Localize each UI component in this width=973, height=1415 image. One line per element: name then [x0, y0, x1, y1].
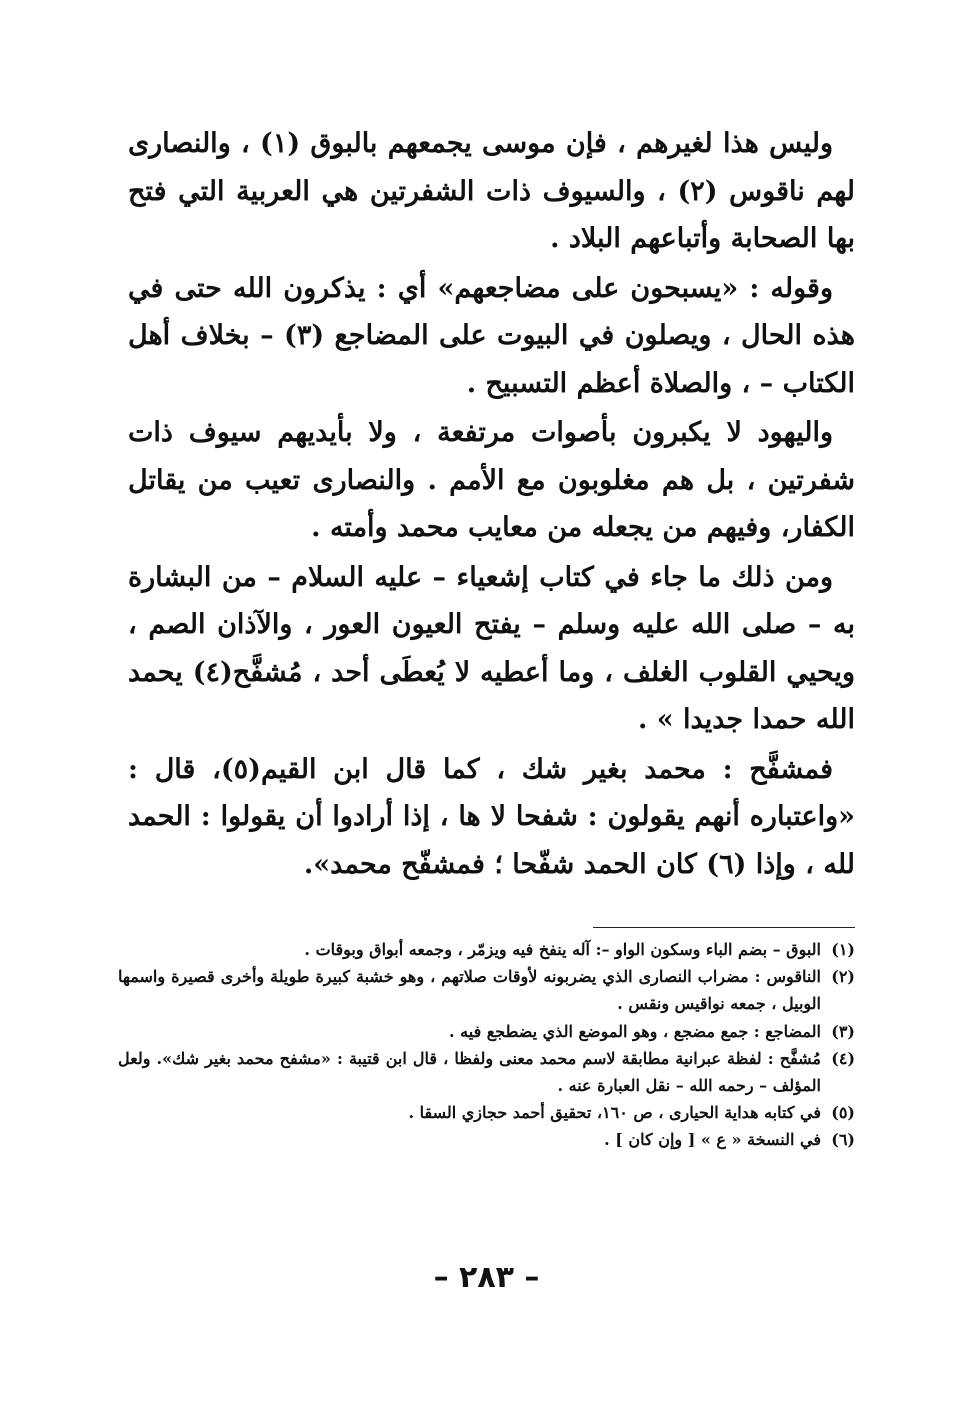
footnote-text: في النسخة « ع » [ وإن كان ] . — [604, 1130, 821, 1150]
footnote-text: الناقوس : مضراب النصارى الذي يضربونه لأوقات صلاتهم ، وهو خشبة كبيرة طويلة وأخرى قصيرة واسمها الوبيل ، جمعه نواقيس ونقس . — [118, 967, 821, 1014]
footnote-number: (٤) — [831, 1048, 856, 1068]
footnote-number: (٣) — [831, 1021, 855, 1041]
footnote-number: (٥) — [831, 1103, 855, 1123]
footnote — [118, 1045, 855, 1099]
main-text — [128, 120, 855, 888]
footnote-number: (٢) — [831, 967, 855, 987]
footnote-text: في كتابه هداية الحيارى ، ص ١٦٠، تحقيق أحمد حجازي السقا . — [408, 1103, 821, 1123]
footnote — [118, 936, 855, 963]
footnote — [118, 1018, 855, 1045]
footnote-separator — [593, 927, 855, 928]
paragraph: وليس هذا لغيرهم ، فإن موسى يجمعهم بالبوق (١) ، والنصارى لهم ناقوس (٢) ، والسيوف ذات الشفرتين هي العربية التي فتح بها الصحابة وأتباعهم البلاد . — [128, 128, 855, 254]
paragraph: فمشفَّح : محمد بغير شك ، كما قال ابن القيم(٥)، قال : «واعتباره أنهم يقولون : شفحا لا ها ، إذا أرادوا أن يقولوا : الحمد لله ، وإذا (٦) كان الحمد شفّحا ؛ فمشفّح محمد». — [128, 753, 855, 880]
footnotes — [118, 936, 855, 1154]
page-number: – ٢٨٣ – — [433, 1260, 540, 1295]
footnote-number: (٦) — [831, 1130, 855, 1150]
paragraph: ومن ذلك ما جاء في كتاب إشعياء – عليه السلام – من البشارة به – صلى الله عليه وسلم – يفتح العيون العور ، والآذان الصم ، ويحيي القلوب الغلف ، وما أعطيه لا يُعطَى أحد ، مُشفَّح(٤) يحمد الله حمدا جديدا » . — [128, 561, 855, 735]
footnote-number: (١) — [831, 940, 855, 959]
footnote-text: المضاجع : جمع مضجع ، وهو الموضع الذي يضطجع فيه . — [449, 1021, 821, 1041]
footnote-text: البوق – بضم الباء وسكون الواو –: آله ينفخ فيه ويزمّر ، وجمعه أبواق وبوقات . — [304, 940, 821, 959]
paragraph: وقوله : «يسبحون على مضاجعهم» أي : يذكرون الله حتى في هذه الحال ، ويصلون في البيوت على المضاجع (٣) – بخلاف أهل الكتاب – ، والصلاة أعظم التسبيح . — [128, 272, 855, 399]
footnote — [118, 1099, 855, 1126]
footnote-text: مُشفَّح : لفظة عبرانية مطابقة لاسم محمد معنى ولفظا ، قال ابن قتيبة : «مشفح محمد بغير شك». ولعل المؤلف – رحمه الله – نقل العبارة عنه . — [118, 1048, 822, 1096]
footnote — [118, 1126, 855, 1153]
paragraph: واليهود لا يكبرون بأصوات مرتفعة ، ولا بأيديهم سيوف ذات شفرتين ، بل هم مغلوبون مع الأمم . والنصارى تعيب من يقاتل الكفار، وفيهم من يجعله من معايب محمد وأمته . — [128, 417, 855, 543]
footnote — [118, 963, 855, 1017]
